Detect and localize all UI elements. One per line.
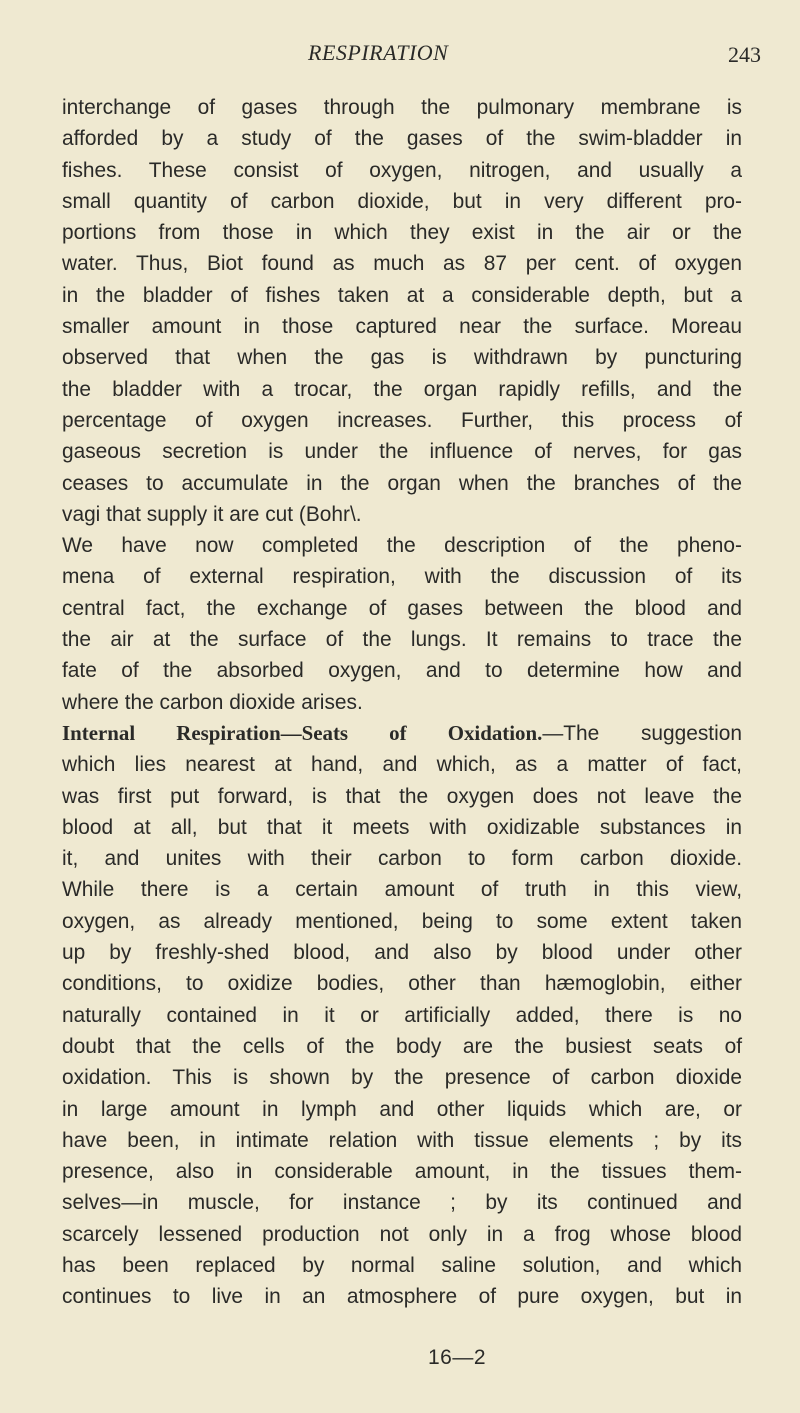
text-line: naturally contained in it or artificially added, there is no	[62, 1003, 742, 1027]
section-heading: Internal Respiration—Seats of Oxidation.	[62, 720, 543, 745]
text-line: which lies nearest at hand, and which, as a matter of fact,	[62, 753, 742, 777]
text-line: it, and unites with their carbon to form carbon dioxide.	[62, 847, 742, 871]
text-line: blood at all, but that it meets with oxidizable substances in	[62, 815, 742, 839]
text-line: has been replaced by normal saline solution, and which	[62, 1253, 742, 1277]
text-line: percentage of oxygen increases. Further, this process of	[62, 408, 742, 432]
running-title: RESPIRATION	[308, 40, 449, 65]
running-head	[0, 40, 800, 70]
text-line: central fact, the exchange of gases between the blood and	[62, 596, 742, 620]
text-line: small quantity of carbon dioxide, but in very different pro-	[62, 189, 742, 213]
text-line: up by freshly-shed blood, and also by blood under other	[62, 941, 742, 965]
text-line: was first put forward, is that the oxygen does not leave the	[62, 784, 742, 808]
text-line: mena of external respiration, with the discussion of its	[62, 565, 742, 589]
text-line: presence, also in considerable amount, in the tissues them-	[62, 1160, 742, 1184]
text-line: selves—in muscle, for instance ; by its continued and	[62, 1191, 742, 1215]
text-line: doubt that the cells of the body are the busiest seats of	[62, 1034, 742, 1058]
text-line: water. Thus, Biot found as much as 87 per cent. of oxygen	[62, 252, 742, 276]
section-heading-continuation: —The suggestion	[542, 721, 742, 745]
text-line: fishes. These consist of oxygen, nitrogen, and usually a	[62, 158, 742, 182]
section-heading-line	[62, 718, 742, 749]
text-line: conditions, to oxidize bodies, other than hæmoglobin, either	[62, 972, 742, 996]
text-line: fate of the absorbed oxygen, and to determine how and	[62, 659, 742, 683]
text-line: oxygen, as already mentioned, being to some extent taken	[62, 909, 742, 933]
text-line: oxidation. This is shown by the presence of carbon dioxide	[62, 1066, 742, 1090]
text-line: smaller amount in those captured near the surface. Moreau	[62, 315, 742, 339]
text-line: afforded by a study of the gases of the swim-bladder in	[62, 127, 742, 151]
text-line: have been, in intimate relation with tissue elements ; by its	[62, 1128, 742, 1152]
text-line: where the carbon dioxide arises.	[62, 690, 363, 714]
body-text	[62, 92, 742, 1313]
paragraph-start-line: We have now completed the description of the pheno-	[62, 534, 742, 558]
text-line: in the bladder of fishes taken at a considerable depth, but a	[62, 283, 742, 307]
text-line: observed that when the gas is withdrawn by puncturing	[62, 346, 742, 370]
text-line: scarcely lessened production not only in a frog whose blood	[62, 1222, 742, 1246]
text-line: vagi that supply it are cut (Bohr\.	[62, 502, 362, 526]
text-line: the air at the surface of the lungs. It remains to trace the	[62, 628, 742, 652]
text-line: ceases to accumulate in the organ when the branches of the	[62, 471, 742, 495]
text-line: interchange of gases through the pulmonary membrane is	[62, 96, 742, 119]
text-line: in large amount in lymph and other liquids which are, or	[62, 1097, 742, 1121]
text-line: While there is a certain amount of truth in this view,	[62, 878, 742, 902]
signature-mark: 16—2	[428, 1346, 487, 1369]
page-number: 243	[728, 42, 761, 67]
text-line: gaseous secretion is under the influence of nerves, for gas	[62, 440, 742, 464]
text-line: the bladder with a trocar, the organ rapidly refills, and the	[62, 377, 742, 401]
text-line: continues to live in an atmosphere of pure oxygen, but in	[62, 1285, 742, 1309]
text-line: portions from those in which they exist in the air or the	[62, 221, 742, 245]
